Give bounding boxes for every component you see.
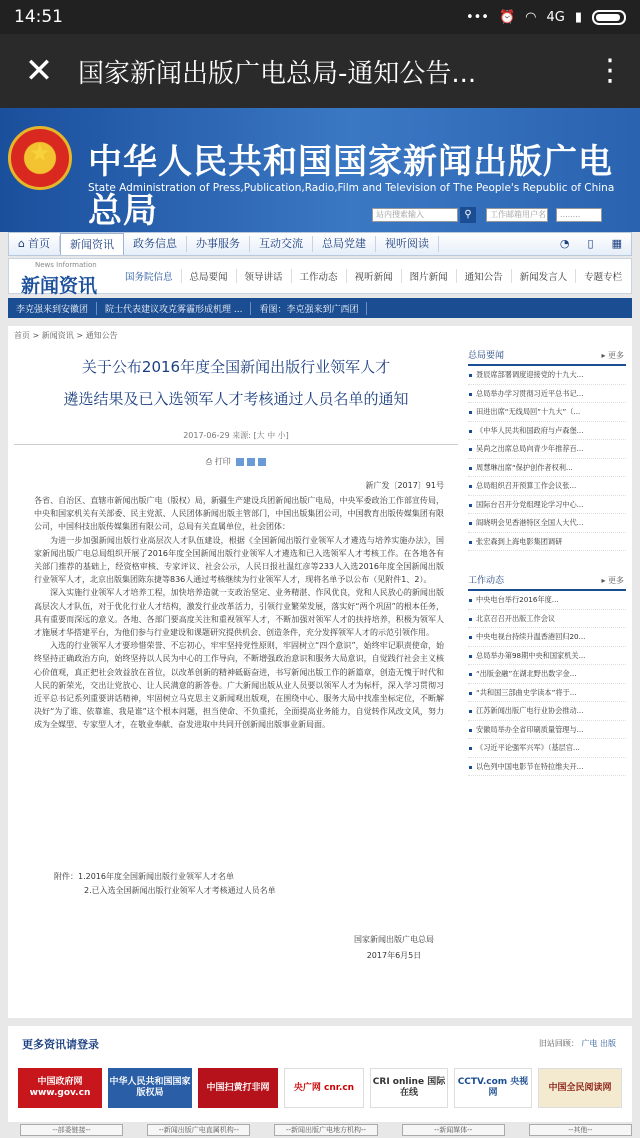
nav-services[interactable]: 办事服务 xyxy=(187,236,250,252)
subnav-item[interactable]: 通知公告 xyxy=(457,269,512,283)
browser-toolbar xyxy=(0,34,640,108)
paragraph: 各省、自治区、直辖市新闻出版广电（版权）局，新疆生产建设兵团新闻出版广电局，中央军委政治工作部宣传局，中央和国家机关有关部委、民主党派、人民团体新闻出版主管部门，中国出版集团公司，中国教育出版传媒集团有限公司，中国科技出版传媒集团有限公司，总局有关直属单位，社会团体： xyxy=(34,496,444,532)
more-link[interactable]: ▸ 更多 xyxy=(601,351,624,360)
select-ministry-links[interactable]: --部委链接-- xyxy=(20,1124,123,1136)
list-item[interactable]: 以色列中国电影节在特拉维夫开... xyxy=(468,758,626,777)
subnav-item[interactable]: 领导讲话 xyxy=(237,269,292,283)
news-section-logo: News Information 新闻资讯 xyxy=(21,261,98,297)
list-item[interactable]: 中央电台举行2016年度... xyxy=(468,591,626,610)
home-icon: ⌂ xyxy=(18,237,25,250)
article-title-line2: 遴选结果及已入选领军人才考核通过人员名单的通知 xyxy=(63,390,409,408)
nav-news[interactable]: 新闻资讯 xyxy=(60,233,124,255)
subnav-item[interactable]: 工作动态 xyxy=(292,269,347,283)
subnav-item[interactable]: 新闻发言人 xyxy=(512,269,577,283)
main-content xyxy=(8,326,632,1018)
list-item[interactable]: 中央电视台持续升温香港回归20... xyxy=(468,628,626,647)
sidebar xyxy=(468,348,626,776)
breadcrumb[interactable]: 首页 > 新闻资讯 > 通知公告 xyxy=(14,331,118,340)
reading-logo[interactable]: 中国全民阅读网 xyxy=(538,1068,622,1108)
paragraph: 为进一步加强新闻出版行业高层次人才队伍建设，根据《全国新闻出版行业领军人才遴选与培养实施办法》，国家新闻出版广电总局组织开展了2016年度全国新闻出版行业领军人才遴选和已入选领军人才考核工作。在各地各有关部门推荐的基础上，经资格审核、专家评议、社会公示，人民日报社温红彦等233人入选2016年度全国新闻出版行业领军人才，北京出版集团陈东捷等836人通过考核继续为行业领军人才，现将名单予以公布（见附件1、2）。 xyxy=(34,535,444,585)
more-info-label: 更多资讯请登录 xyxy=(22,1038,99,1051)
cnr-logo[interactable]: 央广网 cnr.cn xyxy=(284,1068,364,1108)
sign-date: 2017年6月5日 xyxy=(366,951,422,960)
network-label: 4G xyxy=(546,9,565,25)
share-icon[interactable] xyxy=(258,458,266,466)
ticker-item[interactable]: 李克强来到安徽团 xyxy=(8,302,97,315)
link-selects xyxy=(8,1124,632,1138)
site-banner xyxy=(0,108,640,232)
signal-icon: ▮ xyxy=(574,9,582,25)
bureau-news-list xyxy=(468,366,626,551)
list-item[interactable]: 北京召召开出版工作会议 xyxy=(468,610,626,629)
list-item[interactable]: “出版金融”在湖北野出数字金... xyxy=(468,665,626,684)
page-title: 国家新闻出版广电总局-通知公告... xyxy=(78,58,477,89)
divider xyxy=(14,444,458,445)
old-site-links xyxy=(539,1038,616,1049)
list-item[interactable]: 江苏新闻出版广电行业协会推动... xyxy=(468,702,626,721)
close-icon[interactable]: ✕ xyxy=(24,51,54,91)
print-button[interactable]: 打印 xyxy=(214,457,231,466)
select-local-agencies[interactable]: --新闻出版广电地方机构-- xyxy=(274,1124,377,1136)
nav-interaction[interactable]: 互动交流 xyxy=(250,236,313,252)
ticker-item[interactable]: 院士代表建议攻克雾霾形成机理 ... xyxy=(97,302,251,315)
cri-logo[interactable]: CRI online 国际在线 xyxy=(370,1068,448,1108)
article-body xyxy=(34,494,444,732)
select-media[interactable]: --新闻媒体-- xyxy=(402,1124,505,1136)
nav-home[interactable]: ⌂ 首页 xyxy=(9,236,60,252)
subnav-item[interactable]: 专题专栏 xyxy=(584,272,623,283)
attachments xyxy=(54,870,276,898)
anti-porn-logo[interactable]: 中国扫黄打非网 xyxy=(198,1068,278,1108)
news-ticker xyxy=(8,298,632,318)
subnav-item[interactable]: 图片新闻 xyxy=(402,269,457,283)
news-subnav xyxy=(8,258,632,297)
select-other[interactable]: --其他-- xyxy=(529,1124,632,1136)
cctv-logo[interactable]: CCTV.com 央视网 xyxy=(454,1068,532,1108)
list-item[interactable]: “共和国三部曲史学读本”将于... xyxy=(468,684,626,703)
nav-gov-info[interactable]: 政务信息 xyxy=(124,236,187,252)
attachment-link[interactable]: 附件：1.2016年度全国新闻出版行业领军人才名单 xyxy=(54,872,234,881)
paragraph: 深入实施行业领军人才培养工程，加快培养造就一支政治坚定、业务精湛、作风优良，党和人民放心的新闻出版高层次人才队伍，对于优化行业人才结构，激发行业改革活力，引领行业繁荣发展，落实好“两个巩固”的根本任务，具有重要而深远的意义。各地、各部门要高度关注和重视领军人才，不断加强对领军人才的扶持培养，积极为领军人才施展才华搭建平台，为他们参与行业建设和课题研究提供机会、创造条件，充分发挥领军人才的示范引领作用。 xyxy=(34,588,444,638)
list-item[interactable]: 吴尚之出席总局向青少年推荐百... xyxy=(468,440,626,459)
work-news-list xyxy=(468,591,626,776)
signature xyxy=(354,932,434,964)
web-page xyxy=(0,108,640,1138)
nav-party[interactable]: 总局党建 xyxy=(313,236,376,252)
dots-icon: ••• xyxy=(465,9,489,25)
list-item[interactable]: 《习近平论强军兴军》（基层官... xyxy=(468,739,626,758)
weibo-icon[interactable]: ◔ xyxy=(559,237,570,250)
sidebar-head-work-news: 工作动态 ▸ 更多 xyxy=(468,573,626,591)
list-item[interactable]: 田进出席“无线局回”十九大”（... xyxy=(468,403,626,422)
status-time: 14:51 xyxy=(14,7,63,27)
ticker-item[interactable]: 看图：李克强来到广西团 xyxy=(251,302,367,315)
share-icon[interactable] xyxy=(236,458,244,466)
wifi-icon: ◠ xyxy=(525,9,537,25)
article-meta: 2017-06-29 来源: [大 中 小] xyxy=(183,431,289,440)
main-nav xyxy=(8,232,632,256)
site-footer xyxy=(8,1026,632,1122)
article-tools xyxy=(14,456,458,467)
mail-user-input[interactable]: 工作邮箱用户名 xyxy=(486,208,548,222)
qrcode-icon[interactable]: ▦ xyxy=(611,237,622,250)
list-item[interactable]: 周慧琳出席“保护创作者权利... xyxy=(468,459,626,478)
list-item[interactable]: 安徽局举办全省印刷质量管理与... xyxy=(468,721,626,740)
old-site-link[interactable]: 广电 xyxy=(581,1039,598,1048)
list-item[interactable]: 张宏森到上海电影集团调研 xyxy=(468,533,626,552)
copyright-bureau-logo[interactable]: 中华人民共和国国家版权局 xyxy=(108,1068,192,1108)
list-item[interactable]: 《中华人民共和国政府与卢森堡... xyxy=(468,422,626,441)
attachment-link[interactable]: 2.已入选全国新闻出版行业领军人才考核通过人员名单 xyxy=(84,886,276,895)
nav-reading[interactable]: 视听阅读 xyxy=(376,236,439,252)
banner-title-cn: 中华人民共和国国家新闻出版广电总局 xyxy=(88,142,613,231)
article-title-line1: 关于公布2016年度全国新闻出版行业领军人才 xyxy=(81,358,391,376)
battery-icon xyxy=(592,10,626,25)
status-icons xyxy=(466,10,626,25)
list-item[interactable]: 总局举办学习贯彻习近平总书记... xyxy=(468,385,626,404)
list-item[interactable]: 国际台召开分党组理论学习中心... xyxy=(468,496,626,515)
list-item[interactable]: 聂辰席部署调度迎接党的十九大... xyxy=(468,366,626,385)
more-vert-icon[interactable]: ⋮ xyxy=(595,53,625,88)
search-icon[interactable]: ⚲ xyxy=(460,207,476,223)
mail-password-input[interactable]: ........ xyxy=(556,208,602,222)
status-bar xyxy=(0,0,640,34)
subnav-item[interactable]: 国务院信息 xyxy=(117,269,182,283)
alarm-icon: ⏰ xyxy=(498,9,516,25)
list-item[interactable]: 阎晓明会见香港特区全国人大代... xyxy=(468,514,626,533)
share-icon[interactable] xyxy=(247,458,255,466)
more-link[interactable]: ▸ 更多 xyxy=(601,576,624,585)
select-direct-agencies[interactable]: --新闻出版广电直属机构-- xyxy=(147,1124,250,1136)
subnav-item[interactable]: 视听新闻 xyxy=(347,269,402,283)
sidebar-head-bureau-news: 总局要闻 ▸ 更多 xyxy=(468,348,626,366)
old-site-link[interactable]: 出版 xyxy=(600,1039,616,1048)
document-number: 新广发〔2017〕91号 xyxy=(365,481,444,490)
list-item[interactable]: 总局组织召开预算工作会议张... xyxy=(468,477,626,496)
sign-org: 国家新闻出版广电总局 xyxy=(354,935,434,944)
banner-title-en: State Administration of Press,Publication,Radio,Film and Television of The People's Republic of China xyxy=(88,182,615,194)
search-input[interactable]: 站内搜索输入 xyxy=(372,208,458,222)
national-emblem-icon xyxy=(8,126,72,190)
old-site-label: 旧站回顾： xyxy=(538,1039,579,1048)
paragraph: 入选的行业领军人才要珍惜荣誉、不忘初心，牢牢坚持党性原则，牢固树立“四个意识”，始终牢记职责使命，始终坚持正确政治方向，始终坚持以人民为中心的工作导向，不断增强政治意识和服务大局意识，自觉践行社会主义核心价值观，真正把社会效益放在首位，以改革创新的精神砥砺奋进，书写新闻出版工作的新篇章，创造无愧于时代和人民的新荣光，交出让党放心、让人民满意的新答卷。广大新闻出版从业人员要以领军人才为标杆，深入学习贯彻习近平总书记系列重要讲话精神，牢固树立马克思主义新闻观出版观，在围绕中心、服务大局中找准坐标定位，不断解决好“为了谁、依靠谁、我是谁”这个根本问题，担当使命、不负重托，全面提高业务能力，自觉转作风改文风，努力成为全媒型、专家型人才，在敬业奉献、奋发进取中共同开创新闻出版事业新局面。 xyxy=(34,641,444,730)
gov-cn-logo[interactable]: 中国政府网 www.gov.cn xyxy=(18,1068,102,1108)
list-item[interactable]: 总局举办第98期中央和国家机关... xyxy=(468,647,626,666)
subnav-item[interactable]: 总局要闻 xyxy=(182,269,237,283)
phone-icon[interactable]: ▯ xyxy=(587,237,594,250)
print-icon[interactable]: ⎙ xyxy=(205,457,213,466)
partner-logos xyxy=(18,1068,622,1108)
